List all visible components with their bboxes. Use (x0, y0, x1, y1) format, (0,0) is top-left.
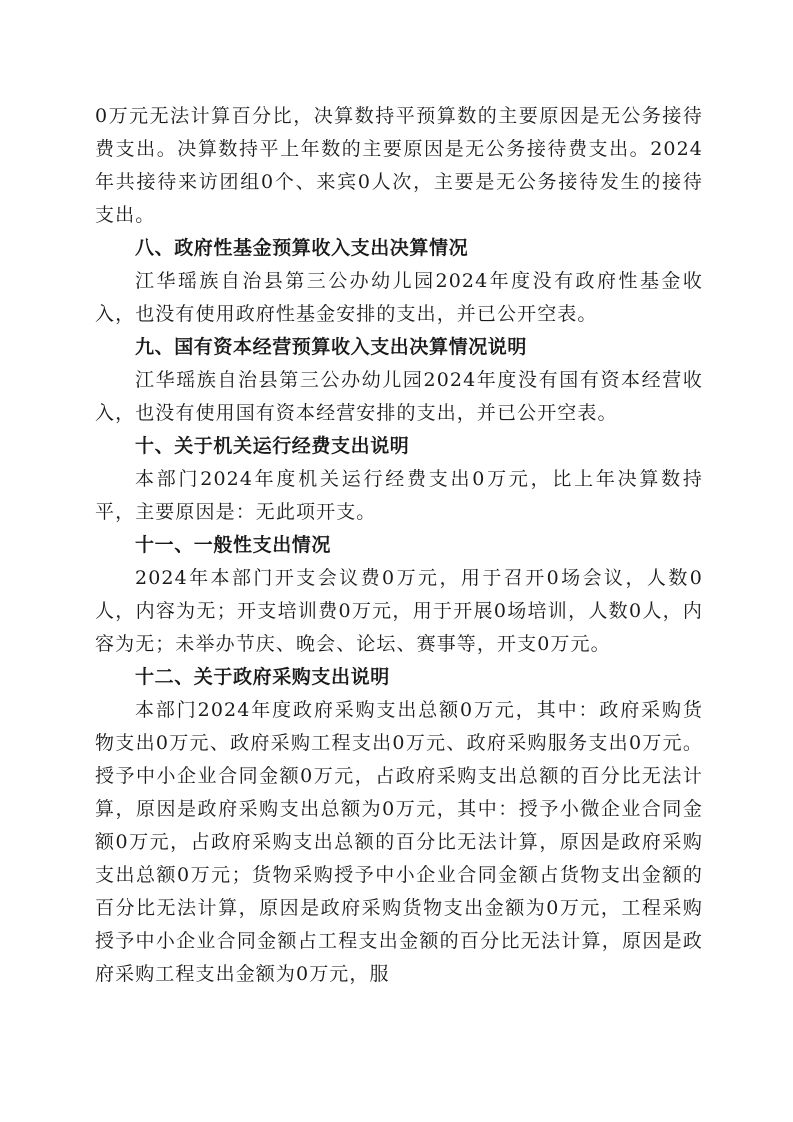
section-body-general-expenses: 2024年本部门开支会议费0万元，用于召开0场会议，人数0人，内容为无；开支培训费0万元，用于开展0场培训，人数0人，内容为无；未举办节庆、晚会、论坛、赛事等，开支0万元。 (95, 567, 703, 655)
section-heading-government-fund: 八、政府性基金预算收入支出决算情况 (135, 237, 469, 259)
section-heading-general-expenses: 十一、一般性支出情况 (135, 534, 332, 556)
section-body-government-fund: 江华瑶族自治县第三公办幼儿园2024年度没有政府性基金收入，也没有使用政府性基金安排的支出，并已公开空表。 (95, 270, 703, 325)
section-body-government-procurement: 本部门2024年度政府采购支出总额0万元，其中：政府采购货物支出0万元、政府采购工程支出0万元、政府采购服务支出0万元。授予中小企业合同金额0万元，占政府采购支出总额的百分比无法计算，原因是政府采购支出总额为0万元，其中：授予小微企业合同金额0万元，占政府采购支出总额的百分比无法计算，原因是政府采购支出总额0万元；货物采购授予中小企业合同金额占货物支出金额的百分比无法计算，原因是政府采购货物支出金额为0万元，工程采购授予中小企业合同金额占工程支出金额的百分比无法计算，原因是政府采购工程支出金额为0万元，服 (95, 699, 703, 985)
section-heading-state-capital: 九、国有资本经营预算收入支出决算情况说明 (135, 336, 528, 358)
opening-paragraph: 0万元无法计算百分比，决算数持平预算数的主要原因是无公务接待费支出。决算数持平上年数的主要原因是无公务接待费支出。2024年共接待来访团组0个、来宾0人次，主要是无公务接待发生的接待支出。 (95, 105, 703, 226)
section-heading-operating-expenses: 十、关于机关运行经费支出说明 (135, 435, 410, 457)
document-body (95, 100, 703, 991)
section-body-operating-expenses: 本部门2024年度机关运行经费支出0万元，比上年决算数持平，主要原因是：无此项开支。 (95, 468, 703, 523)
section-body-state-capital: 江华瑶族自治县第三公办幼儿园2024年度没有国有资本经营收入，也没有使用国有资本经营安排的支出，并已公开空表。 (95, 369, 703, 424)
section-heading-government-procurement: 十二、关于政府采购支出说明 (135, 666, 390, 688)
